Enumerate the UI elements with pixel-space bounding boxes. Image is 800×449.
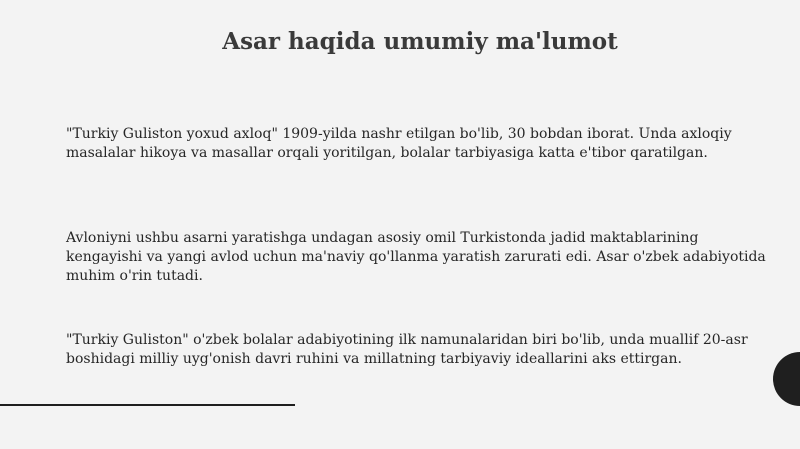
decorative-circle bbox=[773, 352, 800, 406]
paragraph-significance: "Turkiy Guliston" o'zbek bolalar adabiyotining ilk namunalaridan biri bo'lib, unda muallif 20-asr boshidagi milliy uyg'onish davri ruhini va millatning tarbiyaviy ideallarini aks ettirgan. bbox=[66, 332, 748, 367]
decorative-divider-line bbox=[0, 404, 295, 406]
paragraph-motivation: Avloniyni ushbu asarni yaratishga undagan asosiy omil Turkistonda jadid maktablarining kengayishi va yangi avlod uchun ma'naviy qo'llanma yaratish zarurati edi. Asar o'zbek adabiyotida muhim o'rin tutadi. bbox=[66, 230, 766, 284]
slide-title: Asar haqida umumiy ma'lumot bbox=[222, 28, 618, 55]
paragraph-publication-info: "Turkiy Guliston yoxud axloq" 1909-yilda nashr etilgan bo'lib, 30 bobdan iborat. Unda axloqiy masalalar hikoya va masallar orqali yoritilgan, bolalar tarbiyasiga katta e'tibor qaratilgan. bbox=[66, 126, 732, 161]
